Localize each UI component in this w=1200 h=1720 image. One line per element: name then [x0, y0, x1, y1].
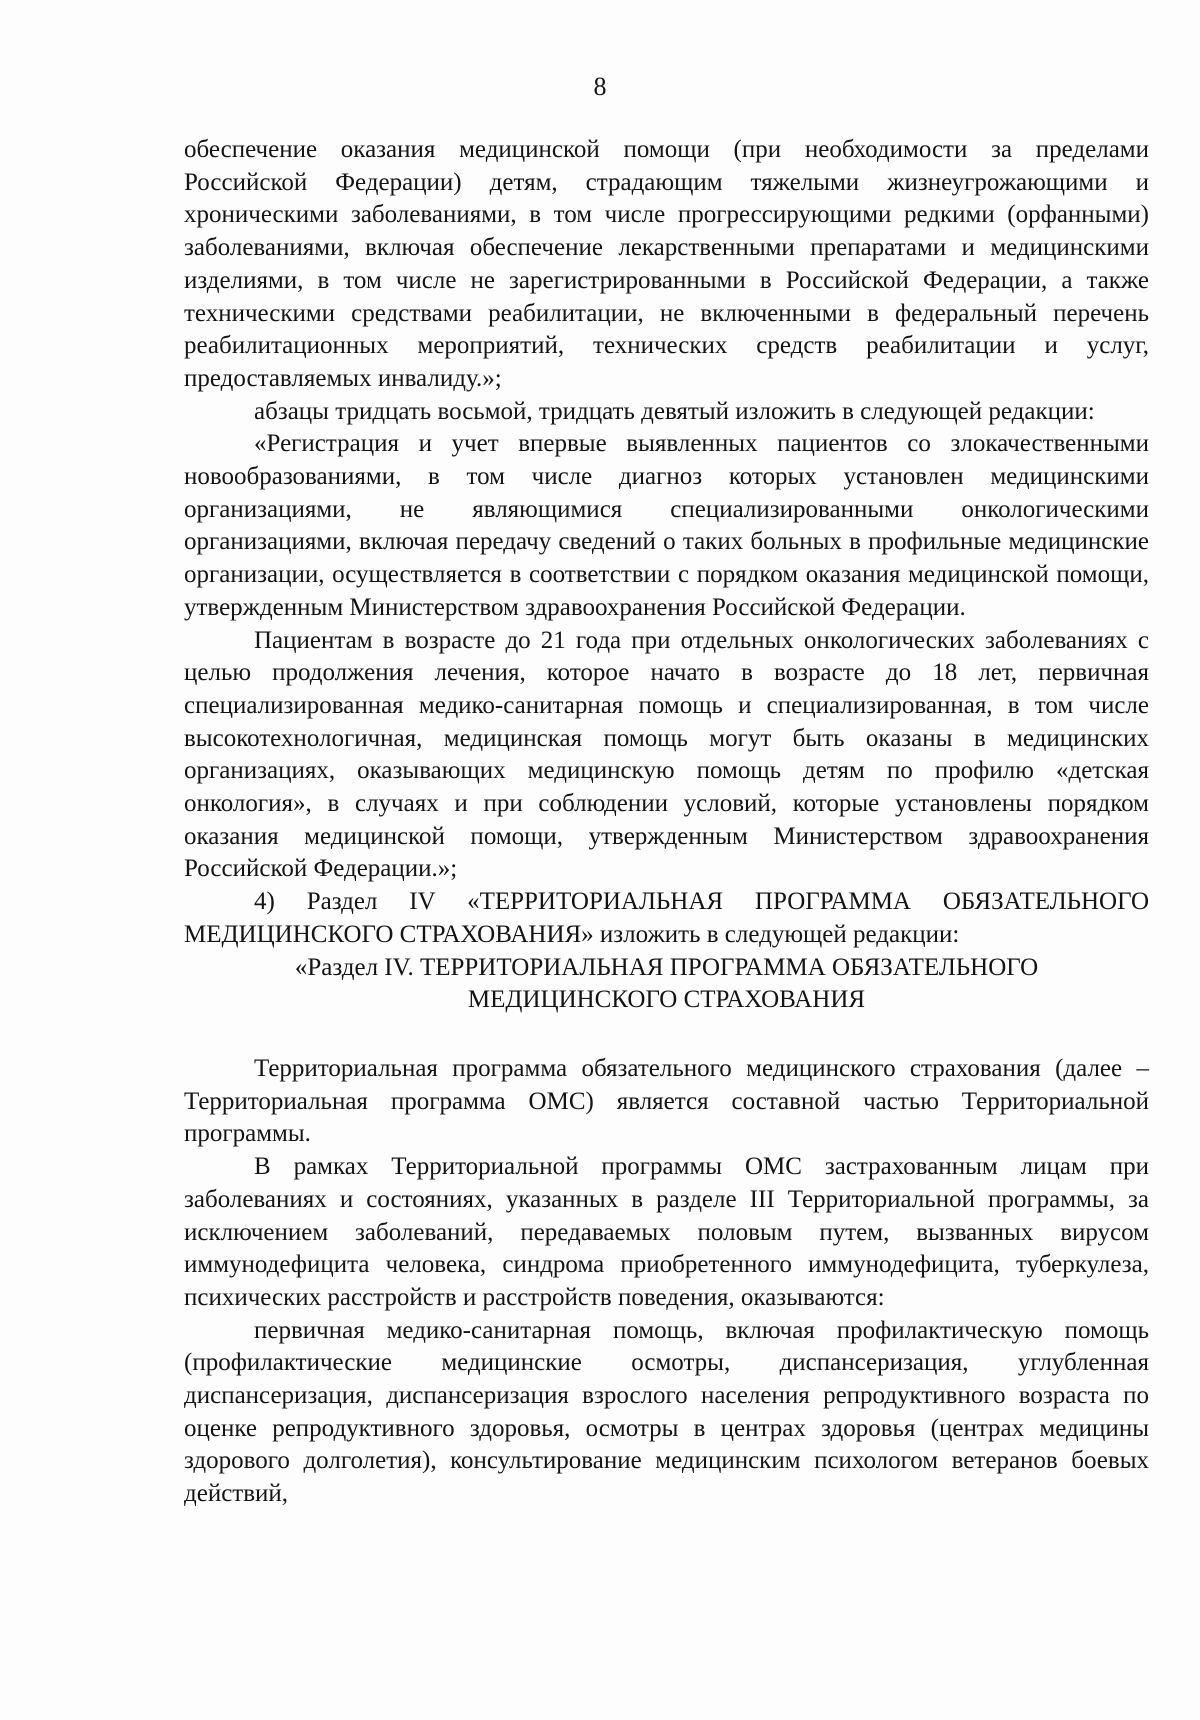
- paragraph-patients-under-21: Пациентам в возрасте до 21 года при отдельных онкологических заболеваниях с целью продолжения лечения, которое начато в возрасте до 18 лет, первичная специализированная медико-санитарная помощь и специализированная, в том числе высокотехнологичная, медицинская помощь могут быть оказаны в медицинских организациях, оказывающих медицинскую помощь детям по профилю «детская онкология», в случаях и при соблюдении условий, которые установлены порядком оказания медицинской помощи, утвержденным Министерством здравоохранения Российской Федерации.»;: [184, 626, 1149, 883]
- spacer: [184, 1017, 1149, 1053]
- paragraph-oms-scope: В рамках Территориальной программы ОМС застрахованным лицам при заболеваниях и состояниях, указанных в разделе III Территориальной программы, за исключением заболеваний, передаваемых половым путем, вызванных вирусом иммунодефицита человека, синдрома приобретенного иммунодефицита, туберкулеза, психических расстройств и расстройств поведения, оказываются:: [184, 1153, 1149, 1311]
- paragraph-continuation: обеспечение оказания медицинской помощи (при необходимости за пределами Российской Федерации) детям, страдающим тяжелыми жизнеугрожающими и хроническими заболеваниями, в том числе прогрессирующими редкими (орфанными) заболеваниями, включая обеспечение лекарственными препаратами и медицинскими изделиями, в том числе не зарегистрированными в Российской Федерации, а также техническими средствами реабилитации, не включенными в федеральный перечень реабилитационных мероприятий, технических средств реабилитации и услуг, предоставляемых инвалиду.»;: [184, 136, 1149, 392]
- paragraph-registration: «Регистрация и учет впервые выявленных пациентов со злокачественными новообразованиями, в том числе диагноз которых установлен медицинскими организациями, не являющимися специализированными онкологическими организациями, включая передачу сведений о таких больных в профильные медицинские организации, осуществляется в соответствии с порядком оказания медицинской помощи, утвержденным Министерством здравоохранения Российской Федерации.: [184, 430, 1149, 621]
- page-number: 8: [593, 72, 607, 101]
- section-heading: [184, 952, 1149, 1017]
- paragraph-oms-definition: Территориальная программа обязательного медицинского страхования (далее – Территориальная программа ОМС) является составной частью Территориальной программы.: [184, 1054, 1149, 1148]
- section-heading-line-2: МЕДИЦИНСКОГО СТРАХОВАНИЯ: [467, 986, 866, 1014]
- document-body: [184, 134, 1149, 1511]
- paragraph-primary-care: первичная медико-санитарная помощь, включая профилактическую помощь (профилактические медицинские осмотры, диспансеризация, углубленная диспансеризация, диспансеризация взрослого населения репродуктивного возраста по оценке репродуктивного здоровья, осмотры в центрах здоровья (центрах медицины здорового долголетия), консультирование медицинским психологом ветеранов боевых действий,: [184, 1316, 1149, 1508]
- section-heading-line-1: «Раздел IV. ТЕРРИТОРИАЛЬНАЯ ПРОГРАММА ОБЯЗАТЕЛЬНОГО: [294, 953, 1039, 981]
- paragraph-amendment-intro: абзацы тридцать восьмой, тридцать девятый изложить в следующей редакции:: [254, 397, 1095, 425]
- paragraph-section-iv-intro: 4) Раздел IV «ТЕРРИТОРИАЛЬНАЯ ПРОГРАММА ОБЯЗАТЕЛЬНОГО МЕДИЦИНСКОГО СТРАХОВАНИЯ» изложить в следующей редакции:: [184, 888, 1149, 948]
